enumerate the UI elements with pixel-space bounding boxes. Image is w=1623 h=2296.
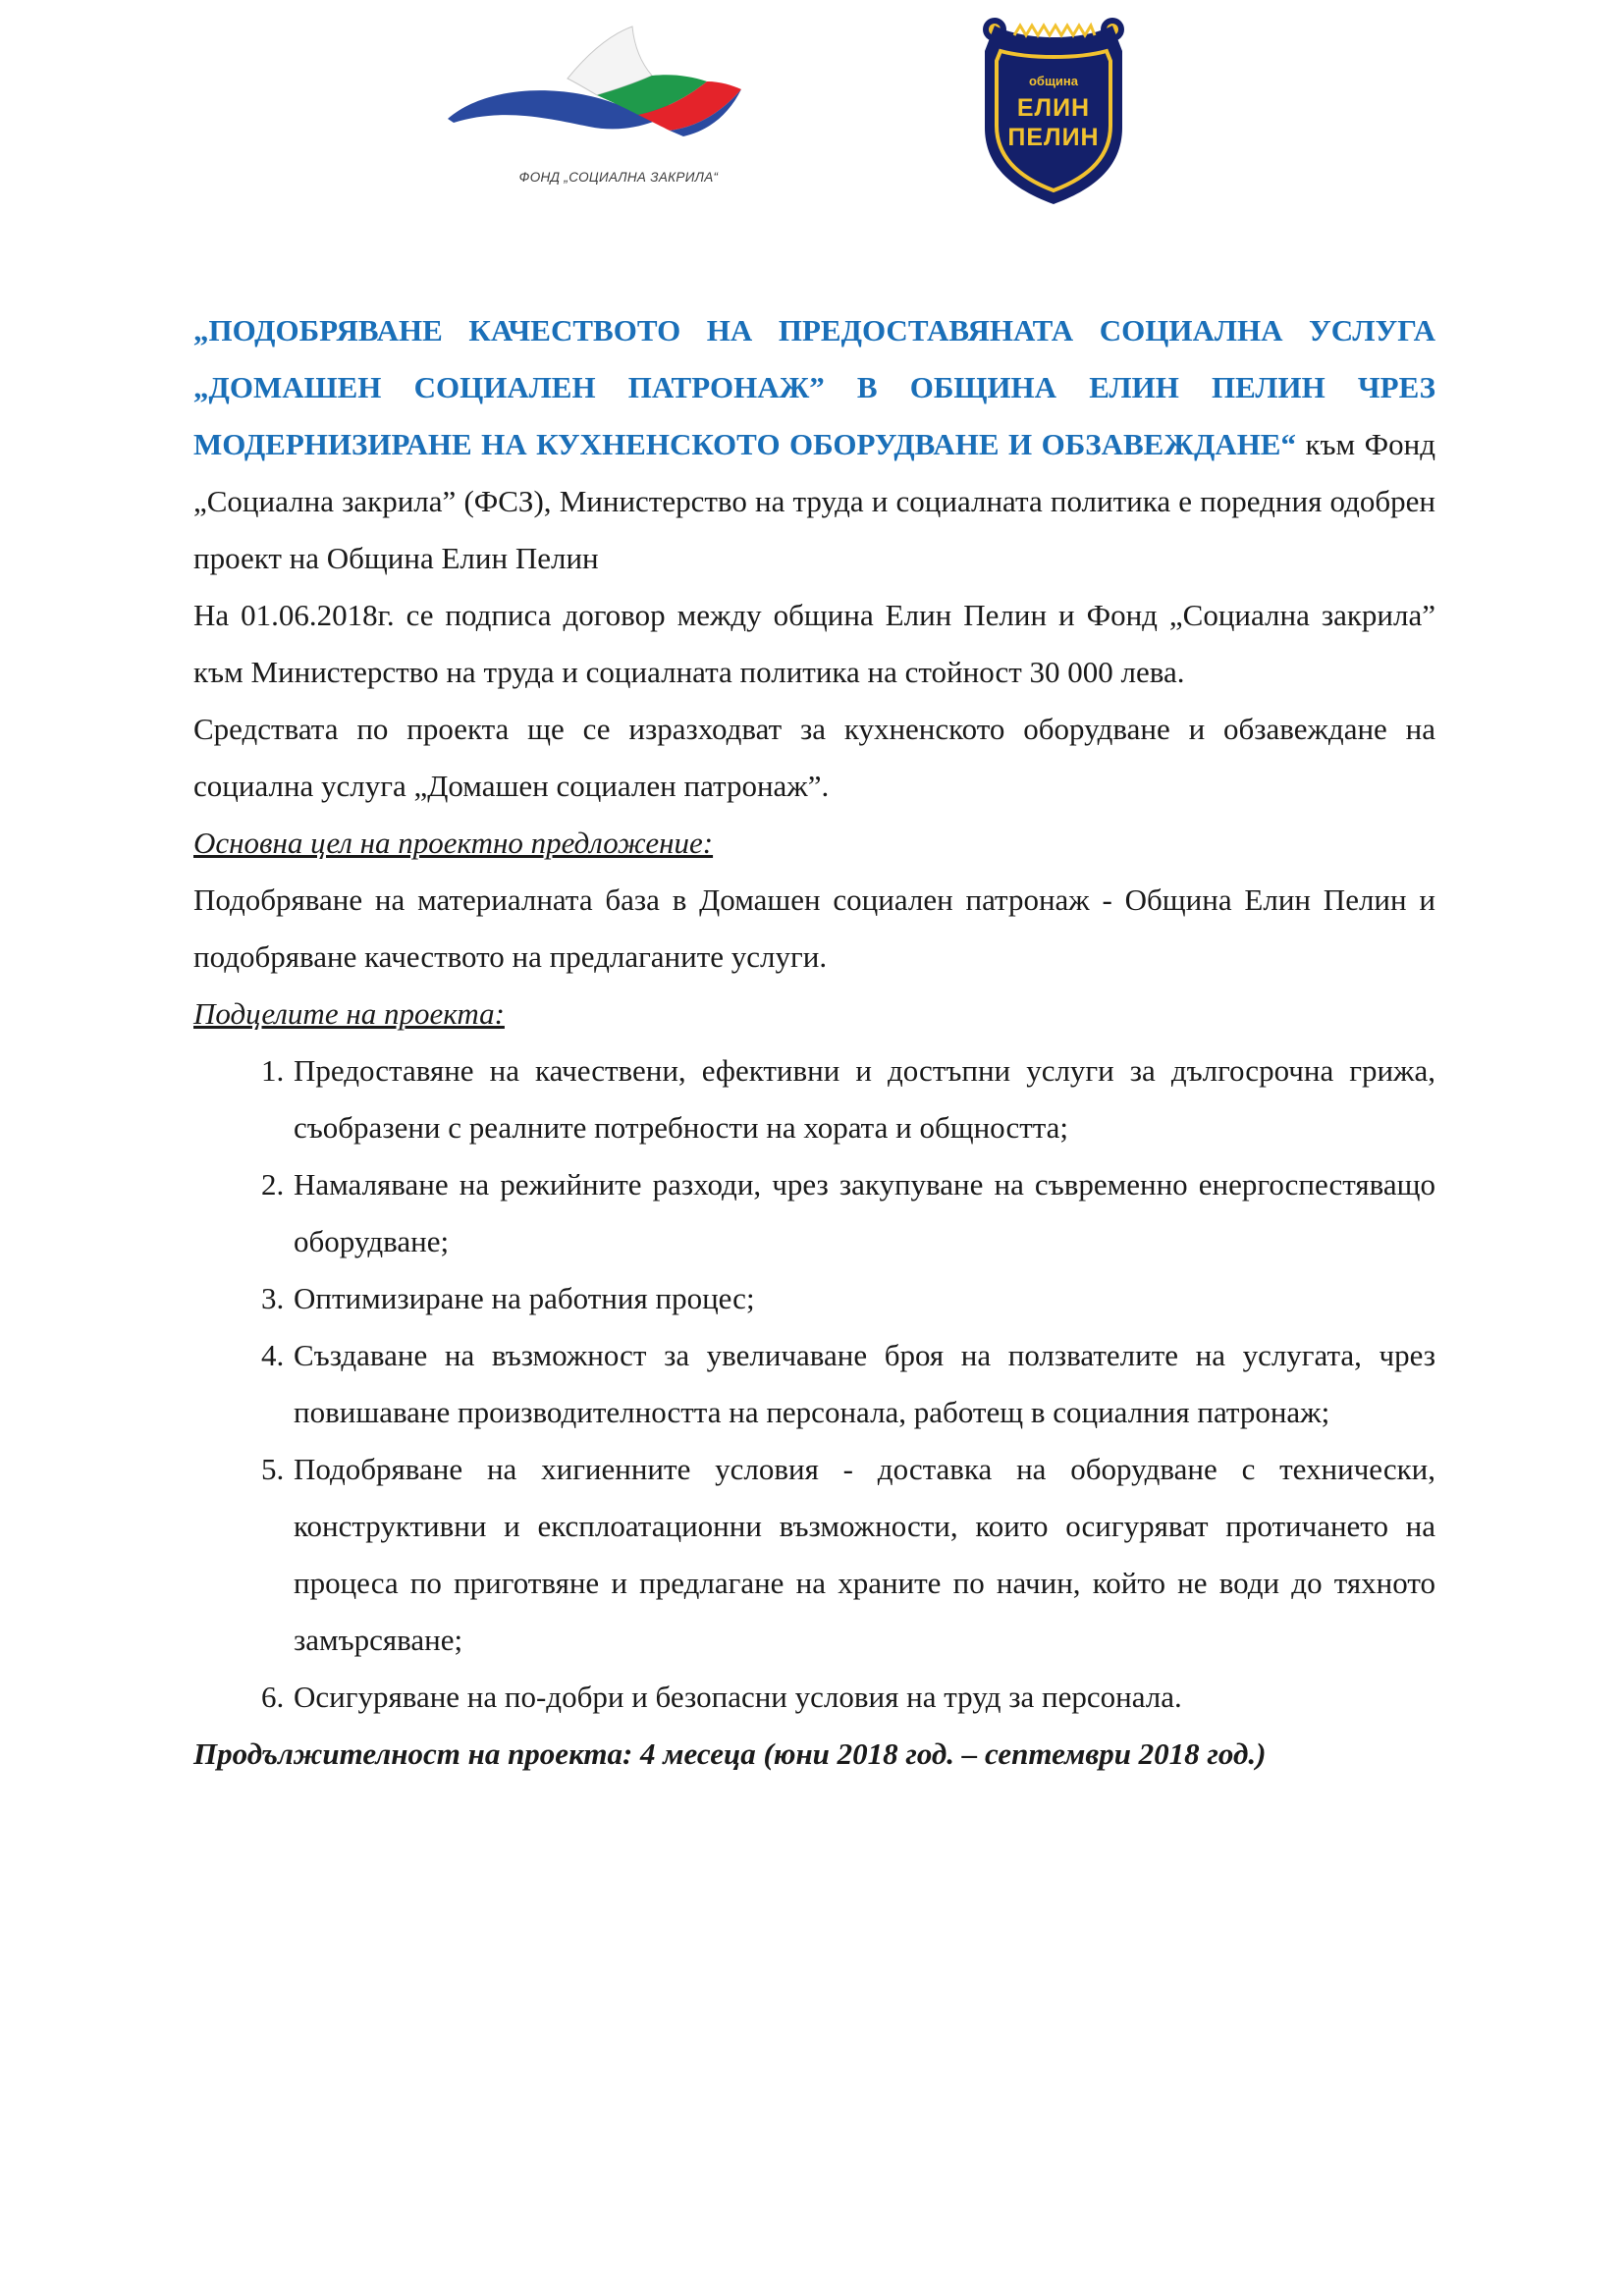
crest-label-pelin: ПЕЛИН — [1007, 124, 1100, 151]
elin-pelin-crest-logo — [975, 12, 1132, 208]
funds-paragraph: Средствата по проекта ще се изразходват за кухненското оборудване и обзавеждане на социална услуга „Домашен социален патронаж”. — [193, 712, 1435, 803]
list-item: 4. Създаване на възможност за увеличаване броя на ползвателите на услугата, чрез повишаване производителността на персонала, работещ в социалния патронаж; — [292, 1327, 1435, 1441]
main-goal-heading-text: Основна цел на проектно предложение: — [193, 826, 714, 860]
fund-bird-icon — [442, 25, 790, 172]
project-title-continuation: към Фонд „Социална закрила” (ФСЗ), Министерство на труда и социалната политика е поредния одобрен проект на Община Елин Пелин — [193, 427, 1435, 575]
social-protection-fund-logo — [442, 25, 790, 196]
intro-paragraph — [193, 302, 1435, 587]
list-item: 5. Подобряване на хигиенните условия - доставка на оборудване с технически, конструктивни и експлоатационни възможности, които осигуряват протичането на процеса по приготвяне и предлагане на храните по начин, който не води до тяхното замърсяване; — [292, 1441, 1435, 1669]
main-goal-heading — [193, 815, 1435, 872]
main-goal-text: Подобряване на материалната база в Домашен социален патронаж - Община Елин Пелин и подобряване качеството на предлаганите услуги. — [193, 882, 1435, 974]
contract-paragraph: На 01.06.2018г. се подписа договор между община Елин Пелин и Фонд „Социална закрила” към Министерство на труда и социалната политика на стойност 30 000 лева. — [193, 598, 1435, 689]
list-item: 3. Оптимизиране на работния процес; — [292, 1270, 1435, 1327]
crest-label-elin: ЕЛИН — [1016, 94, 1091, 122]
list-item: 1. Предоставяне на качествени, ефективни и достъпни услуги за дългосрочна грижа, съобразени с реалните потребности на хората и общността; — [292, 1042, 1435, 1156]
subgoals-heading-text: Подцелите на проекта: — [193, 996, 505, 1031]
list-item: 6. Осигуряване на по-добри и безопасни условия на труд за персонала. — [292, 1669, 1435, 1726]
subgoals-list — [193, 1042, 1435, 1726]
list-item: 2. Намаляване на режийните разходи, чрез закупуване на съвременно енергоспестяващо оборудване; — [292, 1156, 1435, 1270]
document-body — [193, 302, 1435, 1783]
fund-logo-caption: ФОНД „СОЦИАЛНА ЗАКРИЛА“ — [518, 170, 719, 185]
project-title: „ПОДОБРЯВАНЕ КАЧЕСТВОТО НА ПРЕДОСТАВЯНАТА СОЦИАЛНА УСЛУГА „ДОМАШЕН СОЦИАЛЕН ПАТРОНАЖ” В ОБЩИНА ЕЛИН ПЕЛИН ЧРЕЗ МОДЕРНИЗИРАНЕ НА КУХНЕНСКОТО ОБОРУДВАНЕ И ОБЗАВЕЖДАНЕ“ — [193, 313, 1435, 461]
crest-label-obshtina: община — [1028, 74, 1078, 88]
project-duration: Продължителност на проекта: 4 месеца (юни 2018 год. – септември 2018 год.) — [193, 1736, 1267, 1771]
subgoals-heading — [193, 986, 1435, 1042]
